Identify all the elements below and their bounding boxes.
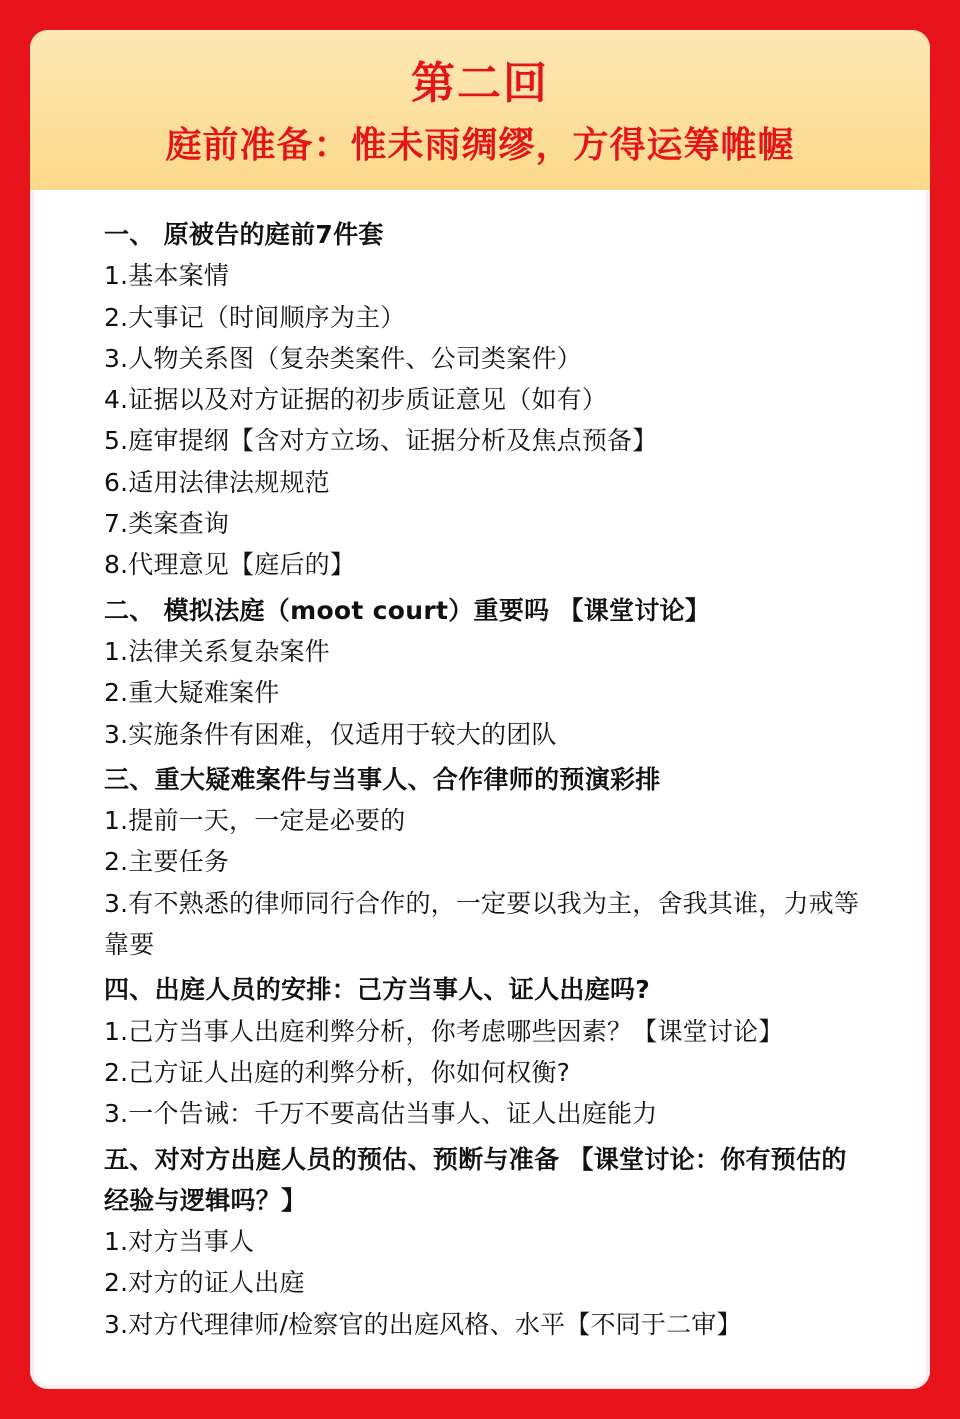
page-subtitle: 庭前准备：惟未雨绸缪，方得运筹帷幄 [165,125,795,166]
list-item: 8.代理意见【庭后的】 [104,550,356,580]
list-item: 1.法律关系复杂案件 [104,636,330,666]
list-item: 4.证据以及对方证据的初步质证意见（如有） [104,385,608,415]
list-item: 5.庭审提纲【含对方立场、证据分析及焦点预备】 [104,426,658,456]
list-item: 1.基本案情 [104,261,230,291]
header-banner [30,30,930,190]
page-title: 第二回 [411,58,549,109]
list-item: 2.大事记（时间顺序为主） [104,302,406,332]
list-item: 1.提前一天，一定是必要的 [104,806,406,836]
list-item: 2.己方证人出庭的利弊分析，你如何权衡? [104,1057,571,1087]
outline-content [104,214,864,1345]
list-item: 7.类案查询 [104,509,230,539]
list-item: 3.对方代理律师/检察官的出庭风格、水平【不同于二审】 [104,1309,742,1339]
list-item: 2.对方的证人出庭 [104,1268,305,1298]
section-title: 三、重大疑难案件与当事人、合作律师的预演彩排 [104,764,661,794]
list-item: 1.对方当事人 [104,1227,255,1257]
list-item: 2.重大疑难案件 [104,678,280,708]
list-item: 1.己方当事人出庭利弊分析，你考虑哪些因素？【课堂讨论】 [104,1016,784,1046]
section-title: 二、 模拟法庭（moot court）重要吗 【课堂讨论】 [104,595,711,625]
list-item: 3.有不熟悉的律师同行合作的，一定要以我为主，舍我其谁，力戒等靠要 [104,888,860,960]
section-title: 四、出庭人员的安排：己方当事人、证人出庭吗? [104,975,651,1005]
list-item: 3.实施条件有困难，仅适用于较大的团队 [104,719,557,749]
list-item: 6.适用法律法规规范 [104,467,330,497]
list-item: 3.一个告诫：千万不要高估当事人、证人出庭能力 [104,1099,658,1129]
list-item: 2.主要任务 [104,847,230,877]
section-title: 一、 原被告的庭前7件套 [104,220,384,249]
document-card [30,30,930,1389]
section-title: 五、对对方出庭人员的预估、预断与准备 【课堂讨论：你有预估的经验与逻辑吗？】 [104,1144,847,1215]
list-item: 3.人物关系图（复杂类案件、公司类案件） [104,343,582,373]
